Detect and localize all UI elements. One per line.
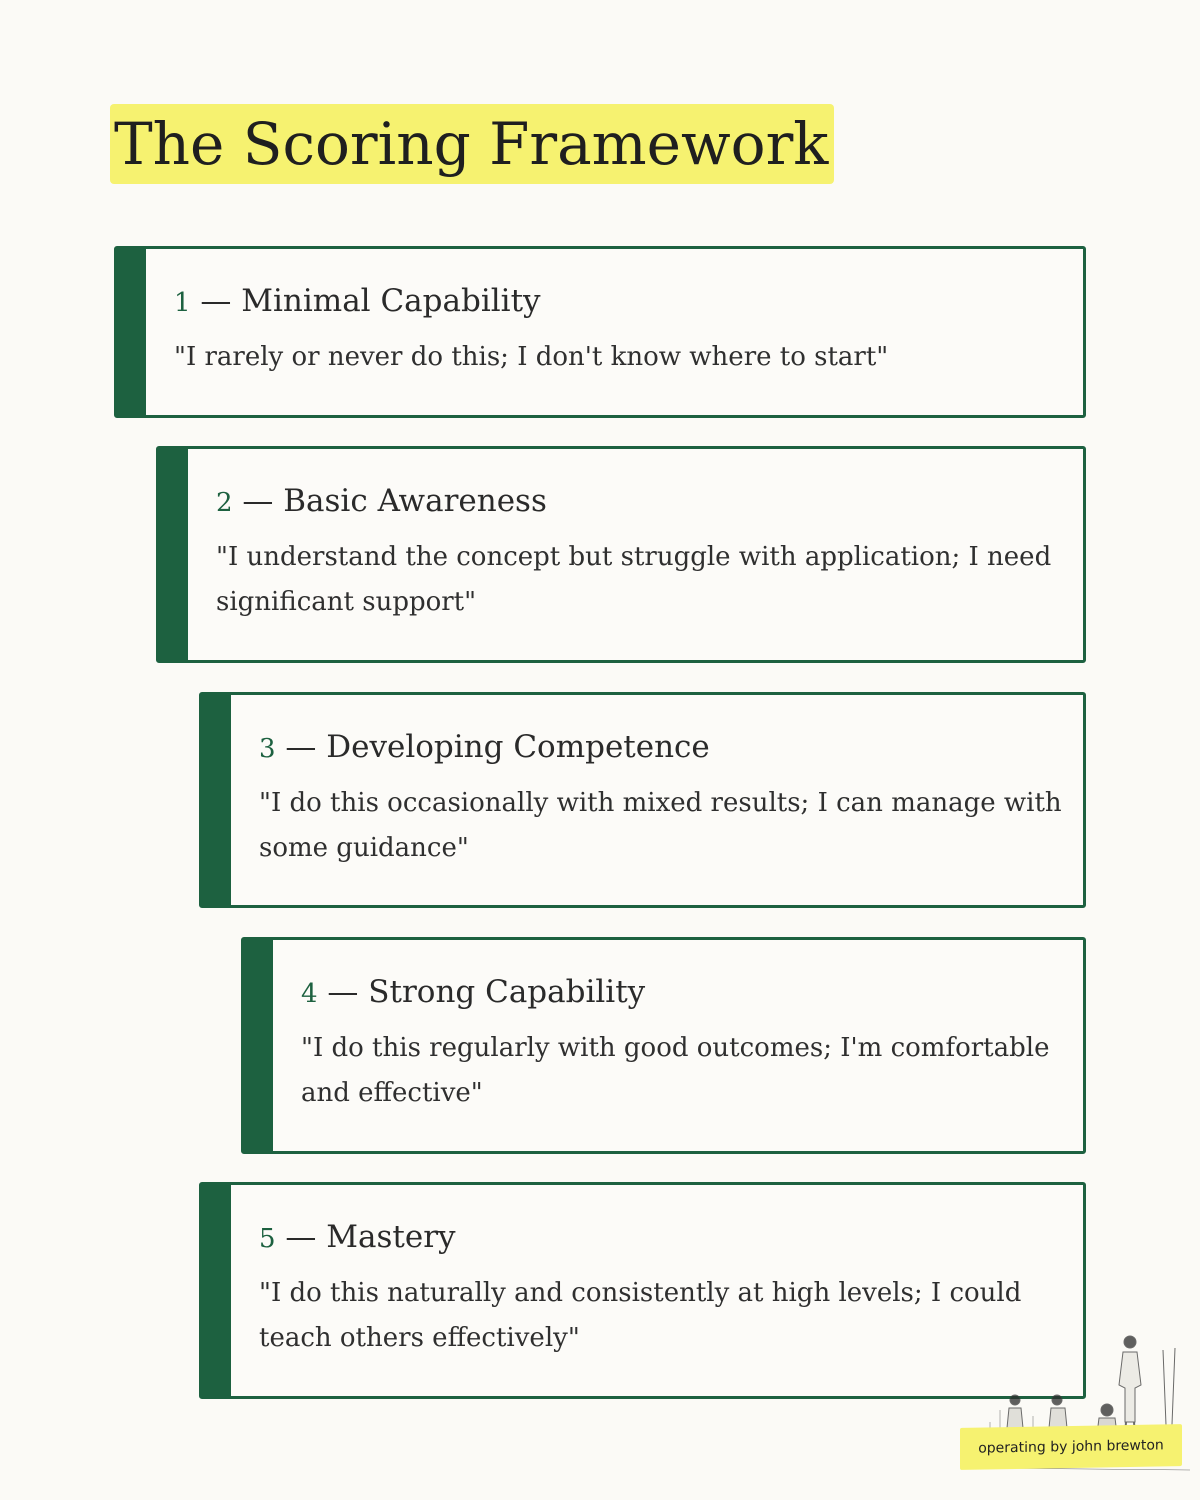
page-title: The Scoring Framework	[114, 110, 829, 178]
level-name: Strong Capability	[368, 974, 646, 1010]
level-number: 1	[174, 288, 191, 318]
footer-tag-text: operating by john brewton	[978, 1437, 1164, 1457]
level-heading	[216, 483, 1063, 519]
level-card-4	[241, 937, 1086, 1154]
level-dash: —	[317, 974, 369, 1010]
level-name: Minimal Capability	[241, 283, 541, 319]
level-description: "I understand the concept but struggle with application; I need significant support"	[216, 542, 1052, 617]
level-number: 3	[259, 734, 276, 764]
level-card-3	[199, 692, 1086, 908]
level-description: "I do this occasionally with mixed results; I can manage with some guidance"	[259, 788, 1062, 863]
level-card-1	[114, 246, 1086, 418]
level-heading	[174, 283, 1063, 319]
level-number: 2	[216, 488, 233, 518]
level-card-2	[156, 446, 1086, 663]
level-dash: —	[275, 1219, 327, 1255]
level-number: 5	[259, 1224, 276, 1254]
level-description: "I rarely or never do this; I don't know where to start"	[174, 342, 889, 372]
level-description: "I do this naturally and consistently at high levels; I could teach others effectively"	[259, 1278, 1022, 1353]
level-card-5	[199, 1182, 1086, 1399]
level-heading	[301, 974, 1063, 1010]
level-dash: —	[232, 483, 284, 519]
title-highlight	[110, 104, 834, 184]
level-number: 4	[301, 979, 318, 1009]
level-heading	[259, 729, 1063, 765]
level-dash: —	[190, 283, 242, 319]
level-name: Mastery	[326, 1219, 456, 1255]
level-dash: —	[275, 729, 327, 765]
level-heading	[259, 1219, 1063, 1255]
footer-tag	[960, 1424, 1182, 1470]
level-description: "I do this regularly with good outcomes; I'm comfortable and effective"	[301, 1033, 1050, 1108]
level-name: Basic Awareness	[283, 483, 547, 519]
level-name: Developing Competence	[326, 729, 710, 765]
